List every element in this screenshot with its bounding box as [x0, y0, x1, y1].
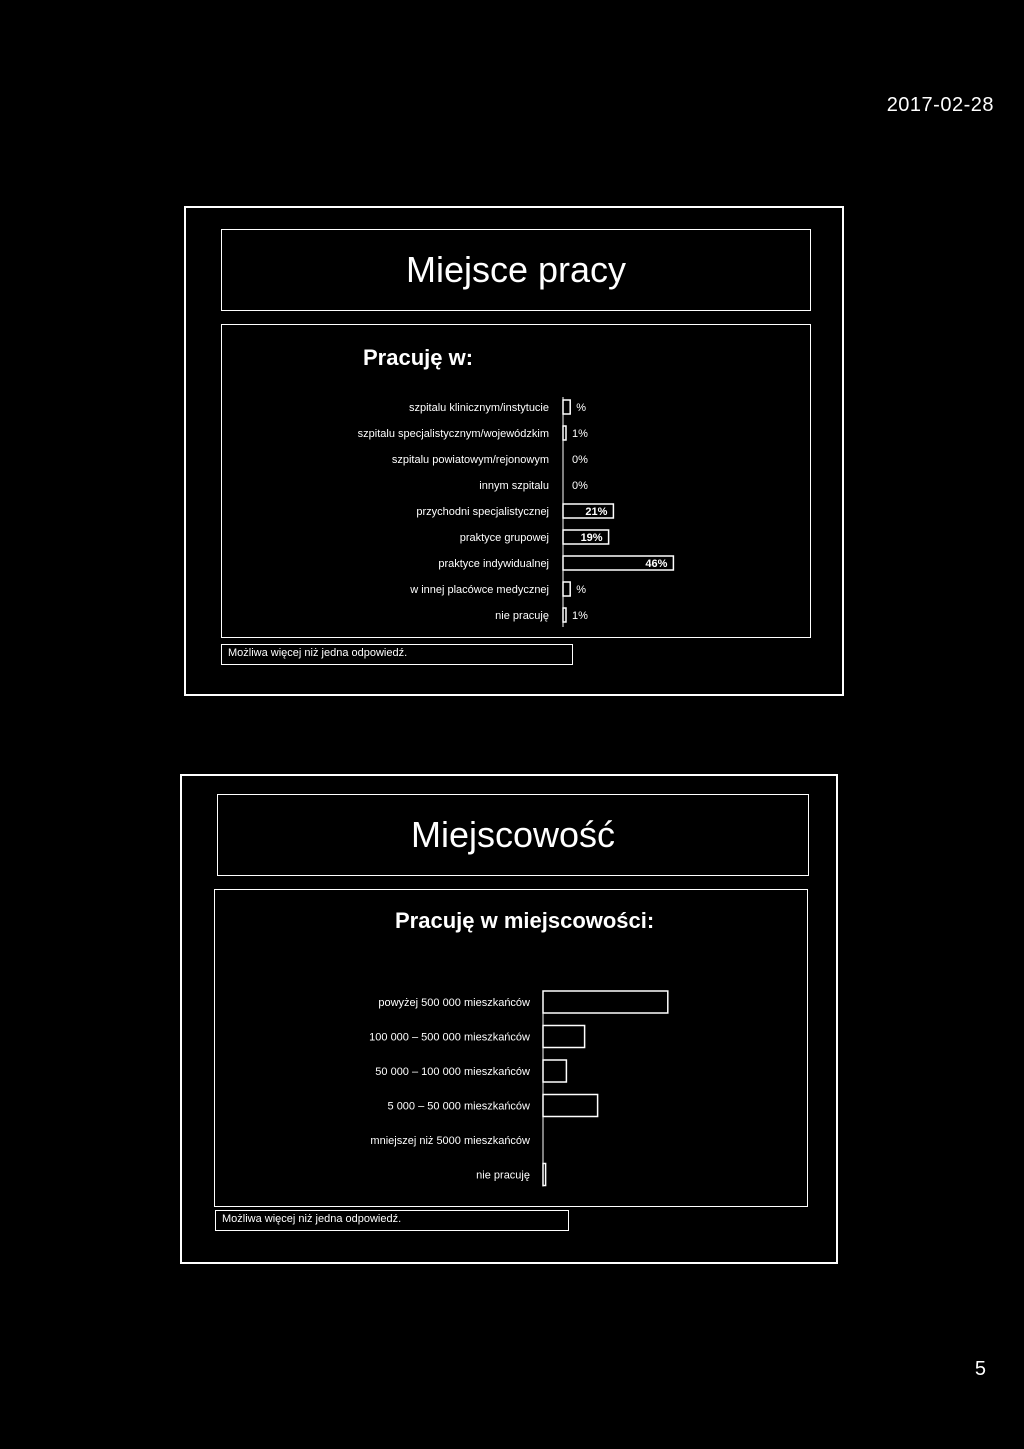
category-label: w innej placówce medycznej: [410, 584, 549, 596]
category-label: 5 000 – 50 000 mieszkańców: [387, 1100, 530, 1113]
value-label: 19%: [580, 532, 603, 544]
value-label: %: [576, 402, 586, 414]
category-label: 50 000 – 100 000 mieszkańców: [375, 1066, 530, 1078]
bar: [543, 991, 668, 1013]
page-date: 2017-02-28: [886, 94, 994, 116]
category-label: przychodni specjalistycznej: [416, 506, 549, 518]
locality-bar-chart: [182, 776, 840, 1266]
value-label: 0%: [572, 480, 588, 492]
category-label: nie pracuję: [495, 610, 549, 622]
bar: [543, 1026, 585, 1048]
category-label: praktyce indywidualnej: [438, 558, 549, 570]
category-label: szpitalu specjalistycznym/wojewódzkim: [357, 428, 549, 440]
bar: [543, 1164, 546, 1186]
bar: [563, 426, 566, 440]
value-label: 46%: [645, 558, 668, 570]
bar: [563, 582, 570, 596]
bar: [563, 608, 566, 622]
category-label: nie pracuję: [476, 1169, 530, 1182]
value-label: %: [576, 584, 586, 596]
chart-subtitle: Pracuję w:: [363, 345, 474, 370]
category-label: praktyce grupowej: [459, 532, 549, 544]
category-label: mniejszej niż 5000 mieszkańców: [370, 1135, 530, 1147]
category-label: szpitalu klinicznym/instytucie: [409, 402, 549, 414]
value-label: 1%: [572, 610, 588, 622]
slide-locality: [180, 774, 838, 1264]
category-label: 100 000 – 500 000 mieszkańców: [369, 1031, 530, 1044]
answer-note: Możliwa więcej niż jedna odpowiedź.: [221, 644, 573, 665]
category-label: innym szpitalu: [479, 480, 549, 492]
value-label: 21%: [585, 506, 608, 518]
value-label: 0%: [572, 454, 588, 466]
slide-workplace: [184, 206, 844, 696]
category-label: szpitalu powiatowym/rejonowym: [391, 454, 549, 466]
page-number: 5: [974, 1358, 986, 1380]
chart-subtitle: Pracuję w miejscowości:: [395, 908, 655, 933]
category-label: powyżej 500 000 mieszkańców: [378, 997, 530, 1009]
workplace-bar-chart: [186, 208, 846, 698]
slide-title: Miejscowość: [217, 794, 809, 876]
bar: [543, 1060, 566, 1082]
value-label: 1%: [572, 428, 588, 440]
bar: [543, 1095, 598, 1117]
bar: [563, 400, 570, 414]
answer-note: Możliwa więcej niż jedna odpowiedź.: [215, 1210, 569, 1231]
slide-title: Miejsce pracy: [221, 229, 811, 311]
